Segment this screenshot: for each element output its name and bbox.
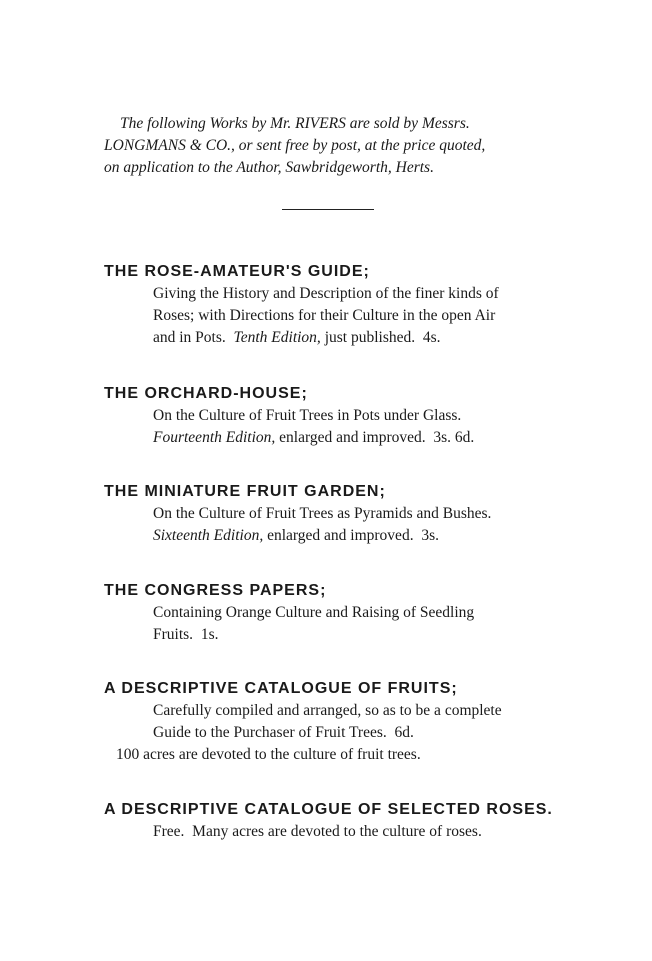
price: 3s. 6d.	[433, 429, 475, 446]
edition-label: Sixteenth Edition,	[153, 527, 264, 544]
divider-rule	[282, 209, 374, 210]
description-line	[153, 327, 552, 349]
description-line	[153, 821, 552, 843]
description-line: On the Culture of Fruit Trees as Pyramids and Bushes.	[153, 505, 492, 522]
description-line	[153, 427, 552, 449]
book-entry-congress-papers	[104, 580, 552, 646]
description-text: enlarged and improved.	[267, 527, 414, 544]
book-description	[104, 700, 552, 766]
publisher-notice	[104, 113, 552, 179]
book-title: THE ORCHARD-HOUSE;	[104, 385, 308, 402]
description-text: enlarged and improved.	[279, 429, 426, 446]
book-title: THE MINIATURE FRUIT GARDEN;	[104, 483, 386, 500]
description-line: Roses; with Directions for their Culture in the open Air	[153, 307, 496, 324]
book-title: THE ROSE-AMATEUR'S GUIDE;	[104, 263, 370, 280]
book-entry-orchard-house	[104, 383, 552, 449]
description-line	[153, 722, 552, 744]
book-entry-miniature-fruit-garden	[104, 481, 552, 547]
book-description	[104, 283, 552, 349]
description-line: Carefully compiled and arranged, so as to be a complete	[153, 702, 502, 719]
description-line	[153, 624, 552, 646]
book-description	[104, 821, 552, 843]
description-text: Many acres are devoted to the culture of roses.	[192, 823, 482, 840]
description-text: just published.	[324, 329, 416, 346]
book-entry-rose-amateurs-guide	[104, 261, 552, 349]
book-description	[104, 405, 552, 449]
edition-label: Tenth Edition,	[233, 329, 321, 346]
price: 4s.	[422, 329, 441, 346]
price: 3s.	[421, 527, 439, 544]
price: 1s.	[200, 626, 219, 643]
description-line: Giving the History and Description of the finer kinds of	[153, 285, 499, 302]
edition-label: Fourteenth Edition,	[153, 429, 276, 446]
description-text: Fruits.	[153, 626, 194, 643]
description-text: Guide to the Purchaser of Fruit Trees.	[153, 724, 387, 741]
description-line	[153, 525, 552, 547]
book-description	[104, 602, 552, 646]
description-line: Containing Orange Culture and Raising of Seedling	[153, 604, 475, 621]
book-entry-catalogue-of-roses	[104, 799, 552, 843]
price: 6d.	[394, 724, 414, 741]
book-title: A DESCRIPTIVE CATALOGUE OF FRUITS;	[104, 680, 458, 697]
notice-line: on application to the Author, Sawbridgeworth, Herts.	[104, 159, 434, 176]
description-text: and in Pots.	[153, 329, 226, 346]
description-line: On the Culture of Fruit Trees in Pots under Glass.	[153, 407, 462, 424]
notice-line: LONGMANS & CO., or sent free by post, at the price quoted,	[104, 137, 486, 154]
price: Free.	[153, 823, 185, 840]
book-entry-catalogue-of-fruits	[104, 678, 552, 766]
book-title: A DESCRIPTIVE CATALOGUE OF SELECTED ROSES.	[104, 801, 553, 818]
book-title: THE CONGRESS PAPERS;	[104, 582, 327, 599]
book-description	[104, 503, 552, 547]
description-line: 100 acres are devoted to the culture of fruit trees.	[116, 746, 421, 763]
notice-line: The following Works by Mr. RIVERS are sold by Messrs.	[120, 115, 470, 132]
